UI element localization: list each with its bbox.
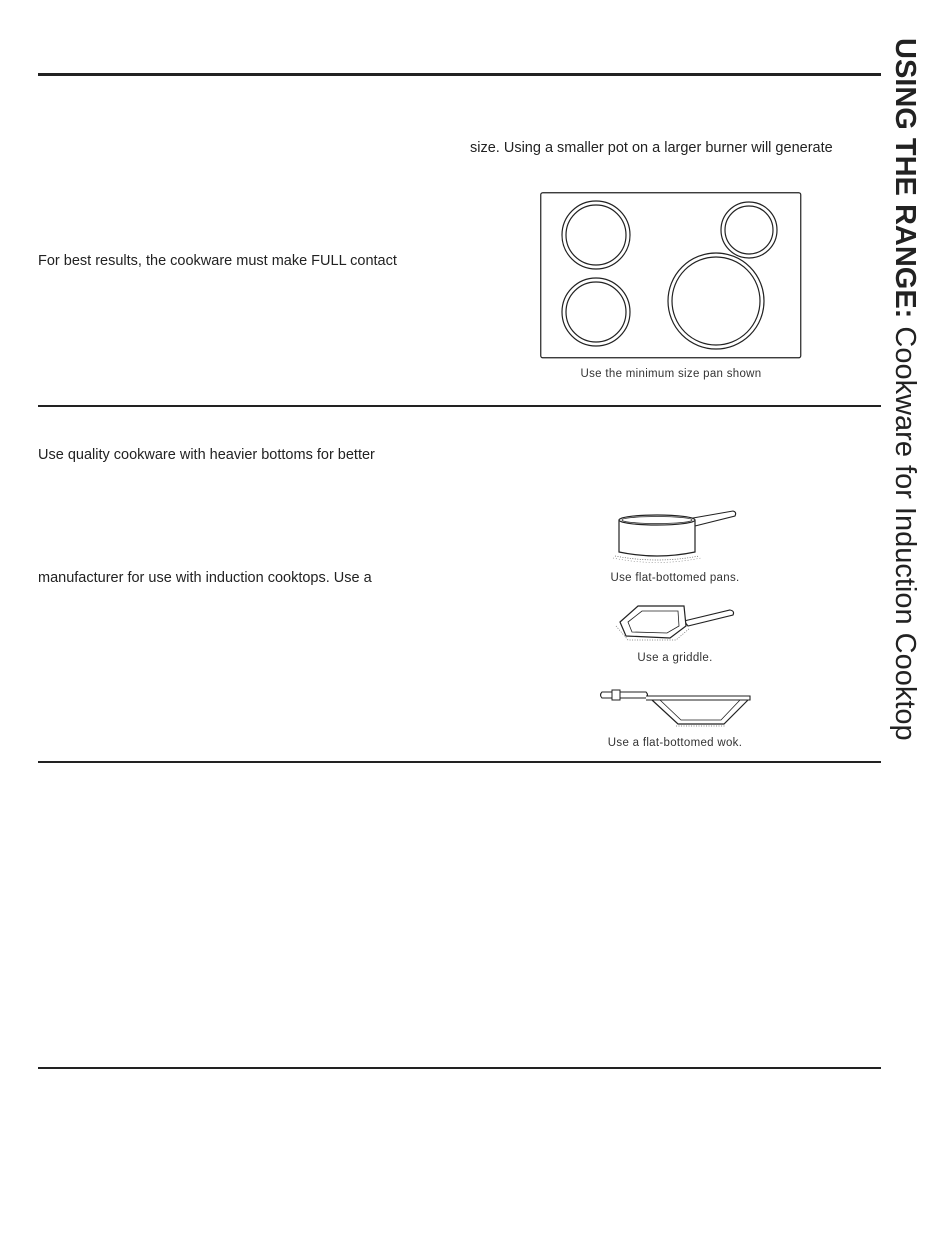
section1-right-text: size. Using a smaller pot on a larger burner will generate: [470, 140, 833, 156]
top-rule: [38, 73, 881, 76]
section2-text-2: manufacturer for use with induction cooktops. Use a: [38, 570, 372, 586]
pan-caption: Use flat-bottomed pans.: [610, 572, 740, 584]
section2-text-1: Use quality cookware with heavier bottoms for better: [38, 447, 375, 463]
side-title: [888, 38, 922, 741]
burner-rear-left: [562, 278, 630, 346]
section-divider-2: [38, 761, 881, 763]
cooktop-caption: Use the minimum size pan shown: [580, 368, 762, 380]
side-title-bold: USING THE RANGE:: [889, 38, 921, 319]
section-divider-1: [38, 405, 881, 407]
griddle-caption: Use a griddle.: [637, 652, 713, 664]
wok-illustration: [600, 688, 752, 730]
side-title-rest: Cookware for Induction Cooktop: [889, 318, 921, 741]
section-divider-3: [38, 1067, 881, 1069]
wok-caption: Use a flat-bottomed wok.: [607, 737, 743, 749]
burner-large-right: [668, 253, 764, 349]
cooktop-diagram: [540, 192, 802, 359]
flat-pan-illustration: [605, 508, 740, 568]
griddle-illustration: [612, 604, 742, 646]
burner-small-right: [721, 202, 777, 258]
section1-left-text: For best results, the cookware must make FULL contact: [38, 253, 397, 269]
burner-front-left: [562, 201, 630, 269]
